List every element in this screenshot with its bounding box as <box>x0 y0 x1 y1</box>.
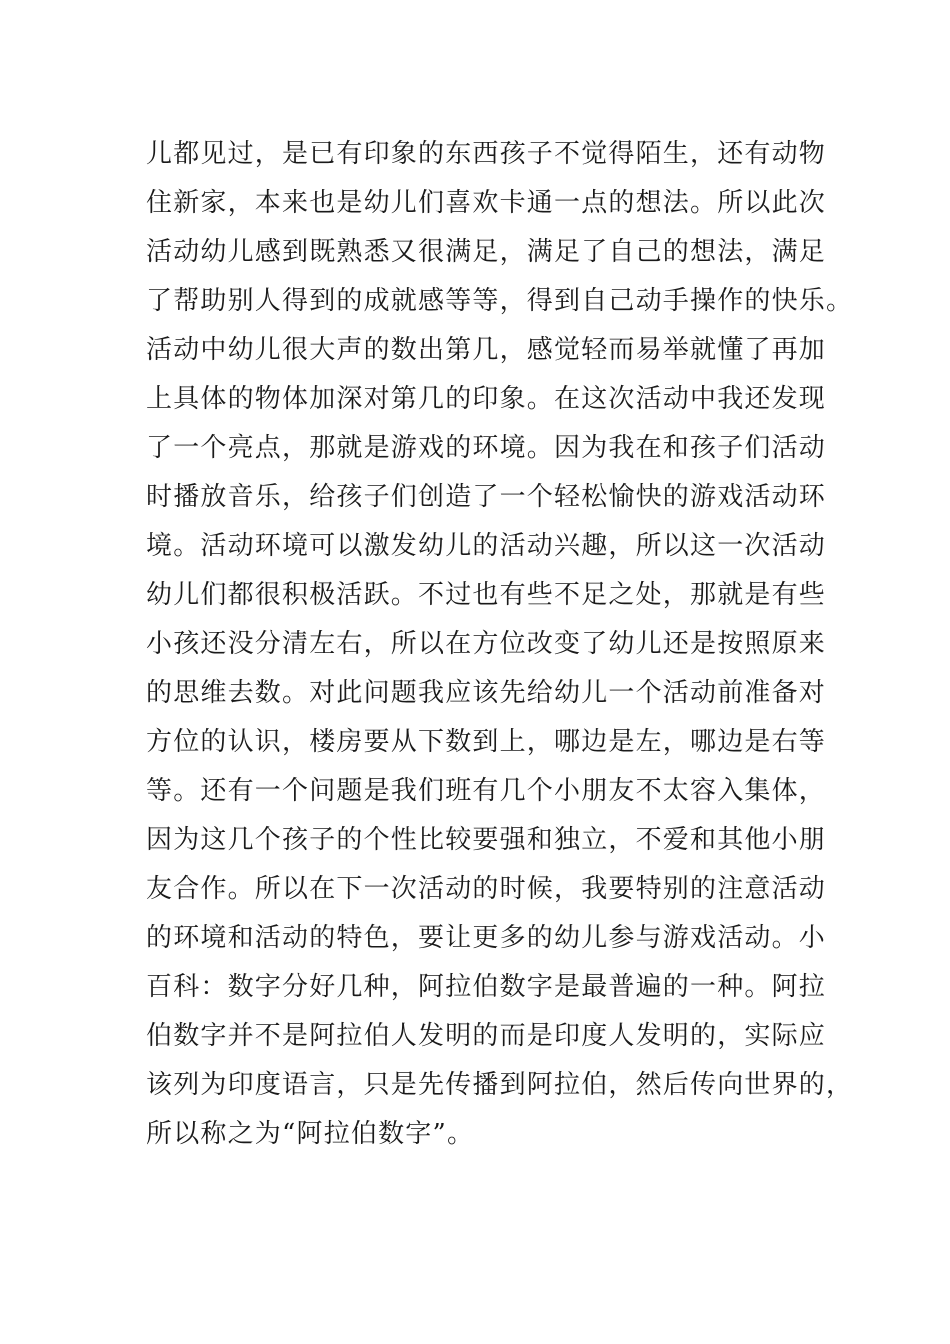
text-line: 住新家，本来也是幼儿们喜欢卡通一点的想法。所以此次 <box>146 188 827 218</box>
text-line: 伯数字并不是阿拉伯人发明的而是印度人发明的，实际应 <box>146 1021 827 1051</box>
text-line: 因为这几个孩子的个性比较要强和独立，不爱和其他小朋 <box>146 825 827 855</box>
text-line: 的环境和活动的特色，要让更多的幼儿参与游戏活动。小 <box>146 923 827 953</box>
text-line: 了帮助别人得到的成就感等等，得到自己动手操作的快乐。 <box>146 286 854 316</box>
text-line: 百科：数字分好几种，阿拉伯数字是最普遍的一种。阿拉 <box>146 972 827 1002</box>
text-line: 了一个亮点，那就是游戏的环境。因为我在和孩子们活动 <box>146 433 827 463</box>
text-line: 境。活动环境可以激发幼儿的活动兴趣，所以这一次活动 <box>146 531 827 561</box>
text-line: 上具体的物体加深对第几的印象。在这次活动中我还发现 <box>146 384 827 414</box>
text-line: 所以称之为“阿拉伯数字”。 <box>146 1119 475 1149</box>
text-line: 的思维去数。对此问题我应该先给幼儿一个活动前准备对 <box>146 678 827 708</box>
text-line: 等。还有一个问题是我们班有几个小朋友不太容入集体， <box>146 776 827 806</box>
text-line: 儿都见过，是已有印象的东西孩子不觉得陌生，还有动物 <box>146 139 827 169</box>
text-line: 幼儿们都很积极活跃。不过也有些不足之处，那就是有些 <box>146 580 827 610</box>
text-line: 小孩还没分清左右，所以在方位改变了幼儿还是按照原来 <box>146 629 827 659</box>
text-line: 活动中幼儿很大声的数出第几，感觉轻而易举就懂了再加 <box>146 335 827 365</box>
text-line: 该列为印度语言，只是先传播到阿拉伯，然后传向世界的， <box>146 1070 854 1100</box>
body-text <box>146 130 854 1159</box>
text-line: 友合作。所以在下一次活动的时候，我要特别的注意活动 <box>146 874 827 904</box>
text-line: 时播放音乐，给孩子们创造了一个轻松愉快的游戏活动环 <box>146 482 827 512</box>
text-line: 活动幼儿感到既熟悉又很满足，满足了自己的想法，满足 <box>146 237 827 267</box>
text-line: 方位的认识，楼房要从下数到上，哪边是左，哪边是右等 <box>146 727 827 757</box>
